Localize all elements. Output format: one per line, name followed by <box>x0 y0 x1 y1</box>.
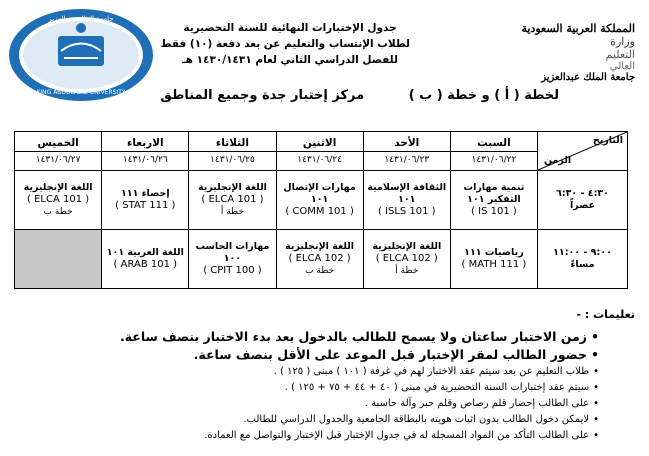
day-header: الاربعاء ١٤٣١/٠٦/٢٦ <box>102 132 189 171</box>
exam-cell: تنمية مهارات التفكير ١٠١ ( IS 101 ) <box>450 171 537 230</box>
corner-date-label: التاريخ <box>592 135 623 146</box>
university-name: جامعة الملك عبدالعزيز <box>541 72 635 83</box>
list-item: •زمن الاختبار ساعتان ولا يسمح للطالب بالدخول بعد بدء الاختبار بنصف ساعة. <box>119 329 599 344</box>
svg-text:جامعة الملك عبدالعزيز: جامعة الملك عبدالعزيز <box>48 15 114 23</box>
center-label: مركز إختبار جدة وجميع المناطق <box>160 88 365 103</box>
day-header: الخميس ١٤٣١/٠٦/٢٧ <box>15 132 102 171</box>
header-row <box>15 132 628 171</box>
title-line-1: جدول الإختبارات النهائية للسنة التحضيرية <box>183 22 397 34</box>
document-title <box>160 20 410 68</box>
exam-cell: اللغة الإنجليزية ( ELCA 101 ) خطة أ <box>189 171 276 230</box>
country-name: المملكة العربية السعودية <box>521 22 635 35</box>
svg-text:KING ABDULAZIZ UNIVERSITY: KING ABDULAZIZ UNIVERSITY <box>36 89 126 96</box>
ministry-word: وزارة <box>610 35 635 48</box>
exam-cell: اللغة الإنجليزية ( ELCA 102 ) خطة ب <box>276 230 363 289</box>
exam-cell: رياضيات ١١١ ( MATH 111 ) <box>450 230 537 289</box>
exam-cell: اللغة الإنجليزية ( ELCA 102 ) خطة أ <box>363 230 450 289</box>
table-row <box>15 171 628 230</box>
ministry-education: التعليم <box>605 48 635 61</box>
empty-cell <box>15 230 102 289</box>
exam-cell: مهارات الإتصال ١٠١ ( COMM 101 ) <box>276 171 363 230</box>
day-header: الأحد ١٤٣١/٠٦/٢٣ <box>363 132 450 171</box>
table-row <box>15 230 628 289</box>
list-item: •لايمكن دخول الطالب بدون اثبات هويته بالبطاقة الجامعية والجدول الدراسي للطالب. <box>243 414 599 425</box>
exam-cell: مهارات الحاسب ١٠٠ ( CPIT 100 ) <box>189 230 276 289</box>
list-item: •طلاب التعليم عن بعد سيتم عقد الاختبار لهم في غرفة ( ١٠١ ) مبنى ( ١٢٥ ) . <box>273 366 599 377</box>
day-header: السبت ١٤٣١/٠٦/٢٢ <box>450 132 537 171</box>
time-slot: ٤:٣٠ - ٦:٣٠ عصراً <box>538 171 628 230</box>
exam-cell: اللغة العربية ١٠١ ( ARAB 101 ) <box>102 230 189 289</box>
time-slot: ٩:٠٠ - ١١:٠٠ مساءً <box>538 230 628 289</box>
corner-cell <box>538 132 628 171</box>
ministry-higher: العالي <box>609 61 635 72</box>
day-header: الاثنين ١٤٣١/٠٦/٢٤ <box>276 132 363 171</box>
instructions-title: تعليمات : - <box>576 308 635 321</box>
exam-cell: اللغة الإنجليزية ( ELCA 101 ) خطة ب <box>15 171 102 230</box>
list-item: •على الطالب إحضار قلم رصاص وقلم حبر وآلة حاسبة . <box>364 398 599 409</box>
exam-cell: الثقافة الإسلامية ١٠١ ( ISLS 101 ) <box>363 171 450 230</box>
ministry-block <box>485 22 635 83</box>
exam-cell: إحصاء ١١١ ( STAT 111 ) <box>102 171 189 230</box>
title-line-2: لطلاب الإنتساب والتعليم عن بعد دفعة (١٠) فقط <box>160 38 410 50</box>
exam-schedule-table <box>14 131 628 289</box>
plan-center-line <box>139 88 559 103</box>
day-header: الثلاثاء ١٤٣١/٠٦/٢٥ <box>189 132 276 171</box>
list-item: •حضور الطالب لمقر الإختبار قبل الموعد على الأقل بنصف ساعة. <box>193 347 599 362</box>
list-item: •على الطالب التأكد من المواد المسجلة له في جدول الإختبار قبل الإختبار والتواصل مع العمادة. <box>204 430 599 441</box>
instructions-list <box>29 328 599 444</box>
plans-label: لخطة ( أ ) و خطة ( ب ) <box>408 88 559 103</box>
corner-time-label: الزمن <box>544 155 572 166</box>
title-line-3: للفصل الدراسي الثاني لعام ١٤٣٠/١٤٣١ هـ <box>182 54 398 66</box>
list-item: •سيتم عقد إختبارات السنة التحضيرية في مبنى ( ٤٠ + ٤٤ + ٧٥ + ١٢٥ ) . <box>284 382 599 393</box>
